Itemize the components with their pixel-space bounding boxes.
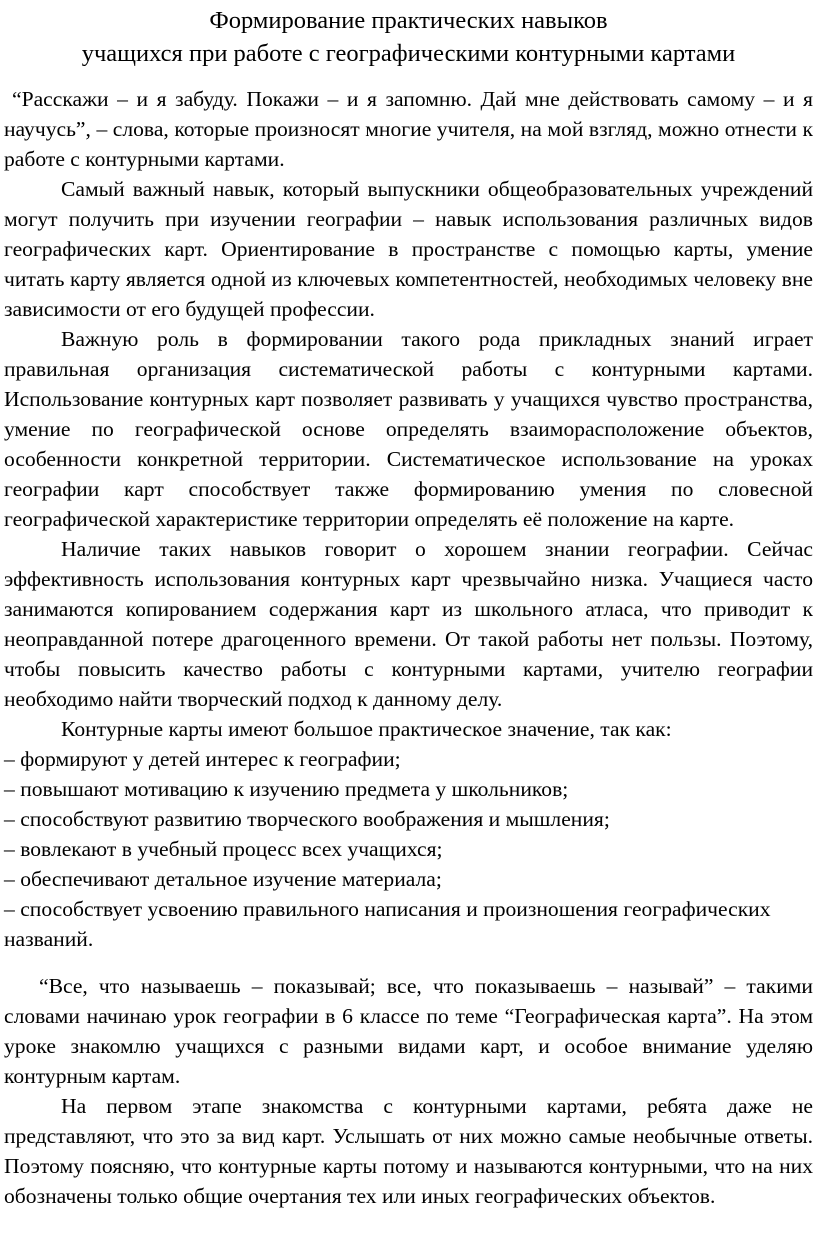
paragraph-practical-value: Контурные карты имеют большое практическое значение, так как: <box>61 717 672 741</box>
list-item: – формируют у детей интерес к географии; <box>4 747 401 771</box>
paragraph-key-skill: Самый важный навык, который выпускники общеобразовательных учреждений могут получить при изучении географии – навык использования различных видов географических карт. Ориентирование в пространстве с помощью карты, умение читать карту является одной из ключевых компетентностей, необходимых человеку вне зависимости от его будущей профессии. <box>4 177 813 321</box>
title-line-1: Формирование практических навыков <box>209 7 608 34</box>
paragraph-epigraph-quote: “Расскажи – и я забуду. Покажи – и я запомню. Дай мне действовать самому – и я научусь”, – слова, которые произносят многие учителя, на мой взгляд, можно отнести к работе с контурными картами. <box>4 87 813 171</box>
list-item: – способствуют развитию творческого воображения и мышления; <box>4 807 610 831</box>
paragraph-lesson-quote: “Все, что называешь – показывай; все, что показываешь – называй” – такими словами начинаю урок географии в 6 классе по теме “Географическая карта”. На этом уроке знакомлю учащихся с разными видами карт, и особое внимание уделяю контурным картам. <box>4 974 813 1088</box>
list-item: – способствует усвоению правильного написания и произношения географических названий. <box>4 897 771 951</box>
list-item: – повышают мотивацию к изучению предмета у школьников; <box>4 777 569 801</box>
paragraph-first-stage: На первом этапе знакомства с контурными картами, ребята даже не представляют, что это за вид карт. Услышать от них можно самые необычные ответы. Поэтому поясняю, что контурные карты потому и называются контурными, что на них обозначены только общие очертания тех или иных географических объектов. <box>4 1094 813 1208</box>
paragraph-systematic-work: Важную роль в формировании такого рода прикладных знаний играет правильная организация систематической работы с контурными картами. Использование контурных карт позволяет развивать у учащихся чувство пространства, умение по географической основе определять взаиморасположение объектов, особенности конкретной территории. Систематическое использование на уроках географии карт способствует также формированию умения по словесной географической характеристике территории определять её положение на карте. <box>4 327 813 531</box>
title-line-2: учащихся при работе с географическими контурными картами <box>81 40 736 67</box>
benefits-list <box>4 744 813 954</box>
paragraph-efficiency: Наличие таких навыков говорит о хорошем знании географии. Сейчас эффективность использования контурных карт чрезвычайно низка. Учащиеся часто занимаются копированием содержания карт из школьного атласа, что приводит к неоправданной потере драгоценного времени. От такой работы нет пользы. Поэтому, чтобы повысить качество работы с контурными картами, учителю географии необходимо найти творческий подход к данному делу. <box>4 537 813 711</box>
document-title <box>4 4 813 70</box>
list-item: – обеспечивают детальное изучение материала; <box>4 867 442 891</box>
list-item: – вовлекают в учебный процесс всех учащихся; <box>4 837 443 861</box>
